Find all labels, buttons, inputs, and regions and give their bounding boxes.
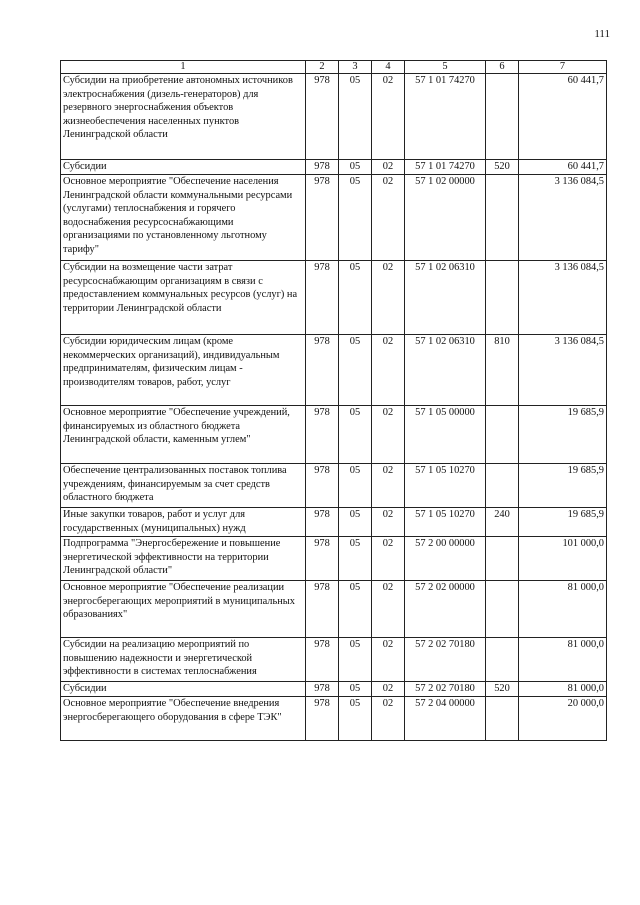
table-row bbox=[61, 406, 607, 464]
row-subsection: 02 bbox=[372, 406, 405, 464]
row-section: 05 bbox=[339, 160, 372, 175]
row-amount: 60 441,7 bbox=[519, 74, 607, 160]
row-amount: 60 441,7 bbox=[519, 160, 607, 175]
row-ministry-code: 978 bbox=[306, 682, 339, 697]
budget-table bbox=[60, 60, 607, 741]
row-amount: 81 000,0 bbox=[519, 581, 607, 638]
row-target-article: 57 1 01 74270 bbox=[405, 74, 486, 160]
row-amount: 20 000,0 bbox=[519, 697, 607, 741]
row-description: Иные закупки товаров, работ и услуг для государственных (муниципальных) нужд bbox=[61, 508, 306, 537]
row-section: 05 bbox=[339, 697, 372, 741]
row-target-article: 57 1 02 00000 bbox=[405, 175, 486, 261]
row-target-article: 57 1 05 00000 bbox=[405, 406, 486, 464]
row-description: Субсидии юридическим лицам (кроме некоммерческих организаций), индивидуальным предпринимателям, физическим лицам - производителям товаров, работ, услуг bbox=[61, 335, 306, 406]
row-amount: 19 685,9 bbox=[519, 406, 607, 464]
row-section: 05 bbox=[339, 508, 372, 537]
row-subsection: 02 bbox=[372, 335, 405, 406]
row-section: 05 bbox=[339, 581, 372, 638]
row-amount: 3 136 084,5 bbox=[519, 261, 607, 335]
row-ministry-code: 978 bbox=[306, 335, 339, 406]
row-target-article: 57 1 01 74270 bbox=[405, 160, 486, 175]
table-row bbox=[61, 508, 607, 537]
table-row bbox=[61, 682, 607, 697]
row-section: 05 bbox=[339, 335, 372, 406]
table-row bbox=[61, 638, 607, 682]
page-number: 111 bbox=[594, 28, 610, 40]
row-section: 05 bbox=[339, 406, 372, 464]
row-expense-type: 520 bbox=[486, 682, 519, 697]
row-amount: 81 000,0 bbox=[519, 682, 607, 697]
row-description: Основное мероприятие "Обеспечение внедрения энергосберегающего оборудования в сфере ТЭК" bbox=[61, 697, 306, 741]
row-ministry-code: 978 bbox=[306, 74, 339, 160]
table-row bbox=[61, 175, 607, 261]
row-subsection: 02 bbox=[372, 74, 405, 160]
row-ministry-code: 978 bbox=[306, 175, 339, 261]
row-ministry-code: 978 bbox=[306, 581, 339, 638]
row-subsection: 02 bbox=[372, 464, 405, 508]
row-amount: 19 685,9 bbox=[519, 464, 607, 508]
row-subsection: 02 bbox=[372, 581, 405, 638]
row-expense-type bbox=[486, 406, 519, 464]
row-amount: 101 000,0 bbox=[519, 537, 607, 581]
row-expense-type bbox=[486, 697, 519, 741]
row-ministry-code: 978 bbox=[306, 537, 339, 581]
row-section: 05 bbox=[339, 682, 372, 697]
row-description: Основное мероприятие "Обеспечение реализации энергосберегающих мероприятий в муниципальных образованиях" bbox=[61, 581, 306, 638]
row-ministry-code: 978 bbox=[306, 464, 339, 508]
column-header: 4 bbox=[372, 61, 405, 74]
table-row bbox=[61, 335, 607, 406]
column-header: 3 bbox=[339, 61, 372, 74]
table-row bbox=[61, 697, 607, 741]
column-header: 5 bbox=[405, 61, 486, 74]
row-target-article: 57 1 02 06310 bbox=[405, 335, 486, 406]
row-expense-type bbox=[486, 175, 519, 261]
row-target-article: 57 1 02 06310 bbox=[405, 261, 486, 335]
table-header-row bbox=[61, 61, 607, 74]
row-expense-type: 240 bbox=[486, 508, 519, 537]
row-subsection: 02 bbox=[372, 261, 405, 335]
row-description: Субсидии на возмещение части затрат ресурсоснабжающим организациям в связи с предоставлением коммунальных ресурсов (услуг) на территории Ленинградской области bbox=[61, 261, 306, 335]
row-expense-type bbox=[486, 638, 519, 682]
row-ministry-code: 978 bbox=[306, 160, 339, 175]
row-ministry-code: 978 bbox=[306, 406, 339, 464]
row-target-article: 57 2 02 00000 bbox=[405, 581, 486, 638]
row-target-article: 57 2 00 00000 bbox=[405, 537, 486, 581]
row-ministry-code: 978 bbox=[306, 638, 339, 682]
row-expense-type bbox=[486, 581, 519, 638]
column-header: 7 bbox=[519, 61, 607, 74]
row-amount: 81 000,0 bbox=[519, 638, 607, 682]
row-description: Субсидии bbox=[61, 160, 306, 175]
row-subsection: 02 bbox=[372, 537, 405, 581]
row-target-article: 57 2 02 70180 bbox=[405, 682, 486, 697]
row-expense-type bbox=[486, 464, 519, 508]
row-expense-type: 810 bbox=[486, 335, 519, 406]
row-section: 05 bbox=[339, 261, 372, 335]
row-expense-type bbox=[486, 537, 519, 581]
row-target-article: 57 1 05 10270 bbox=[405, 508, 486, 537]
row-section: 05 bbox=[339, 638, 372, 682]
column-header: 1 bbox=[61, 61, 306, 74]
row-expense-type bbox=[486, 261, 519, 335]
row-ministry-code: 978 bbox=[306, 508, 339, 537]
row-section: 05 bbox=[339, 175, 372, 261]
row-subsection: 02 bbox=[372, 175, 405, 261]
row-expense-type bbox=[486, 74, 519, 160]
row-section: 05 bbox=[339, 464, 372, 508]
row-amount: 3 136 084,5 bbox=[519, 175, 607, 261]
row-subsection: 02 bbox=[372, 508, 405, 537]
row-description: Субсидии на реализацию мероприятий по повышению надежности и энергетической эффективности в системах теплоснабжения bbox=[61, 638, 306, 682]
column-header: 6 bbox=[486, 61, 519, 74]
row-amount: 19 685,9 bbox=[519, 508, 607, 537]
row-target-article: 57 2 02 70180 bbox=[405, 638, 486, 682]
row-ministry-code: 978 bbox=[306, 697, 339, 741]
row-section: 05 bbox=[339, 74, 372, 160]
row-description: Основное мероприятие "Обеспечение населения Ленинградской области коммунальными ресурсами (услугами) теплоснабжения и горячего водоснабжения ресурсоснабжающими организациями по установленному льготному тарифу" bbox=[61, 175, 306, 261]
row-target-article: 57 2 04 00000 bbox=[405, 697, 486, 741]
row-subsection: 02 bbox=[372, 160, 405, 175]
table-row bbox=[61, 160, 607, 175]
row-expense-type: 520 bbox=[486, 160, 519, 175]
row-section: 05 bbox=[339, 537, 372, 581]
row-ministry-code: 978 bbox=[306, 261, 339, 335]
row-amount: 3 136 084,5 bbox=[519, 335, 607, 406]
row-description: Подпрограмма "Энергосбережение и повышение энергетической эффективности на территории Ленинградской области" bbox=[61, 537, 306, 581]
row-description: Обеспечение централизованных поставок топлива учреждениям, финансируемым за счет средств областного бюджета bbox=[61, 464, 306, 508]
row-description: Субсидии bbox=[61, 682, 306, 697]
row-subsection: 02 bbox=[372, 682, 405, 697]
table-row bbox=[61, 464, 607, 508]
row-subsection: 02 bbox=[372, 638, 405, 682]
row-target-article: 57 1 05 10270 bbox=[405, 464, 486, 508]
table-row bbox=[61, 581, 607, 638]
row-description: Субсидии на приобретение автономных источников электроснабжения (дизель-генераторов) для резервного энергоснабжения объектов жизнеобеспечения населенных пунктов Ленинградской области bbox=[61, 74, 306, 160]
table-row bbox=[61, 261, 607, 335]
row-subsection: 02 bbox=[372, 697, 405, 741]
column-header: 2 bbox=[306, 61, 339, 74]
table-row bbox=[61, 537, 607, 581]
table-row bbox=[61, 74, 607, 160]
row-description: Основное мероприятие "Обеспечение учреждений, финансируемых из областного бюджета Ленинградской области, каменным углем" bbox=[61, 406, 306, 464]
